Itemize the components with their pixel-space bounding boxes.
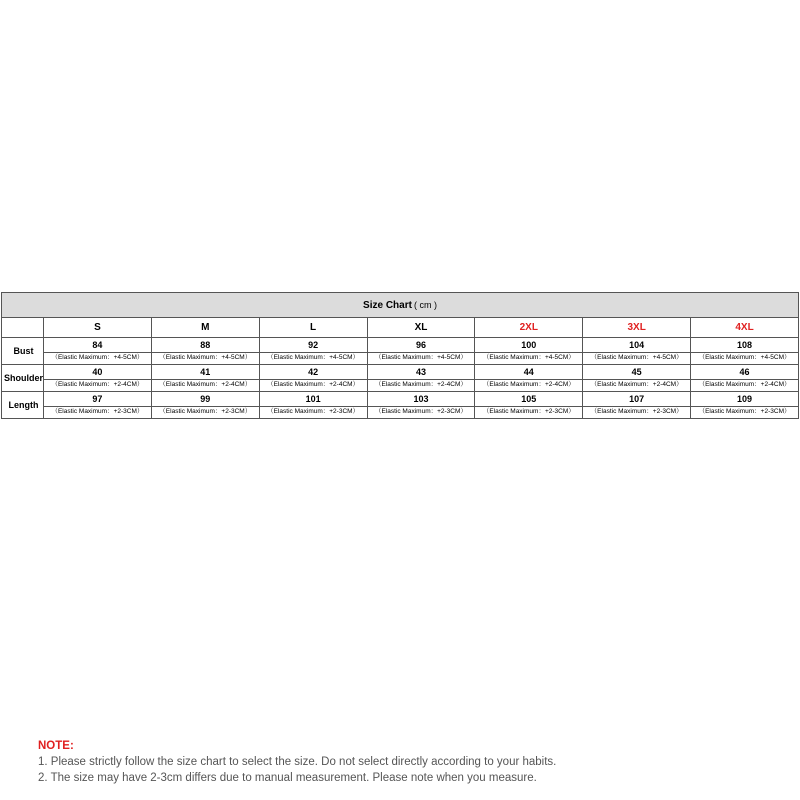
measurement-cell (44, 365, 152, 392)
elastic-note: （Elastic Maximum：+2-4CM） (44, 379, 151, 390)
elastic-note: （Elastic Maximum：+4-5CM） (44, 352, 151, 363)
measurement-cell (583, 392, 691, 419)
elastic-note: （Elastic Maximum：+2-3CM） (583, 406, 690, 417)
elastic-note: （Elastic Maximum：+2-3CM） (368, 406, 475, 417)
measurement-value: 42 (308, 367, 319, 377)
measurement-cell (475, 365, 583, 392)
measurement-value: 100 (521, 340, 537, 350)
measurement-value: 107 (629, 394, 645, 404)
elastic-note: （Elastic Maximum：+2-4CM） (152, 379, 259, 390)
measurement-value: 88 (200, 340, 211, 350)
measurement-cell (583, 365, 691, 392)
size-chart-unit: ( cm ) (413, 299, 437, 310)
elastic-note: （Elastic Maximum：+2-4CM） (583, 379, 690, 390)
measurement-value: 105 (521, 394, 537, 404)
measurement-value: 45 (631, 367, 642, 377)
size-header-2xl: 2XL (475, 318, 583, 338)
note-title: NOTE: (38, 740, 74, 752)
measurement-cell (691, 338, 799, 365)
measurement-value: 103 (413, 394, 429, 404)
elastic-note: （Elastic Maximum：+2-3CM） (260, 406, 367, 417)
elastic-note: （Elastic Maximum：+4-5CM） (368, 352, 475, 363)
measurement-value: 41 (200, 367, 211, 377)
size-header-s: S (44, 318, 152, 338)
measurement-cell (367, 338, 475, 365)
measurement-value: 44 (523, 367, 534, 377)
measurement-cell (367, 392, 475, 419)
note-line-2: 2. The size may have 2-3cm differs due to manual measurement. Please note when you measure. (38, 772, 537, 784)
row-label: Shoulder (2, 365, 44, 392)
note-line-1: 1. Please strictly follow the size chart to select the size. Do not select directly according to your habits. (38, 756, 557, 768)
elastic-note: （Elastic Maximum：+2-3CM） (691, 406, 798, 417)
size-header-xl: XL (367, 318, 475, 338)
elastic-note: （Elastic Maximum：+4-5CM） (691, 352, 798, 363)
header-corner-cell (2, 318, 44, 338)
size-header-l: L (259, 318, 367, 338)
row-shoulder (2, 365, 799, 392)
size-header-row (2, 318, 799, 338)
measurement-value: 96 (415, 340, 426, 350)
size-chart-table (1, 292, 799, 419)
elastic-note: （Elastic Maximum：+2-4CM） (260, 379, 367, 390)
measurement-cell (151, 365, 259, 392)
elastic-note: （Elastic Maximum：+4-5CM） (260, 352, 367, 363)
measurement-cell (44, 392, 152, 419)
measurement-value: 108 (737, 340, 753, 350)
elastic-note: （Elastic Maximum：+2-4CM） (368, 379, 475, 390)
measurement-value: 40 (92, 367, 103, 377)
measurement-value: 97 (92, 394, 103, 404)
measurement-cell (259, 365, 367, 392)
elastic-note: （Elastic Maximum：+4-5CM） (152, 352, 259, 363)
measurement-value: 109 (737, 394, 753, 404)
measurement-value: 99 (200, 394, 211, 404)
measurement-value: 43 (415, 367, 426, 377)
elastic-note: （Elastic Maximum：+2-3CM） (44, 406, 151, 417)
measurement-value: 104 (629, 340, 645, 350)
measurement-value: 46 (739, 367, 750, 377)
row-label: Length (2, 392, 44, 419)
elastic-note: （Elastic Maximum：+2-4CM） (691, 379, 798, 390)
measurement-cell (259, 392, 367, 419)
measurement-cell (151, 338, 259, 365)
measurement-cell (691, 365, 799, 392)
measurement-cell (475, 392, 583, 419)
elastic-note: （Elastic Maximum：+4-5CM） (475, 352, 582, 363)
elastic-note: （Elastic Maximum：+4-5CM） (583, 352, 690, 363)
note-section (38, 738, 556, 786)
measurement-cell (151, 392, 259, 419)
measurement-cell (691, 392, 799, 419)
measurement-cell (475, 338, 583, 365)
elastic-note: （Elastic Maximum：+2-3CM） (475, 406, 582, 417)
size-chart-title: Size Chart (363, 299, 412, 311)
elastic-note: （Elastic Maximum：+2-3CM） (152, 406, 259, 417)
size-header-3xl: 3XL (583, 318, 691, 338)
measurement-cell (367, 365, 475, 392)
row-bust (2, 338, 799, 365)
row-length (2, 392, 799, 419)
elastic-note: （Elastic Maximum：+2-4CM） (475, 379, 582, 390)
size-header-m: M (151, 318, 259, 338)
size-header-4xl: 4XL (691, 318, 799, 338)
measurement-value: 92 (308, 340, 319, 350)
measurement-cell (44, 338, 152, 365)
measurement-cell (583, 338, 691, 365)
size-chart-title-cell (2, 293, 799, 318)
measurement-value: 101 (305, 394, 321, 404)
measurement-cell (259, 338, 367, 365)
row-label: Bust (2, 338, 44, 365)
measurement-value: 84 (92, 340, 103, 350)
size-chart-title-row (2, 293, 799, 318)
